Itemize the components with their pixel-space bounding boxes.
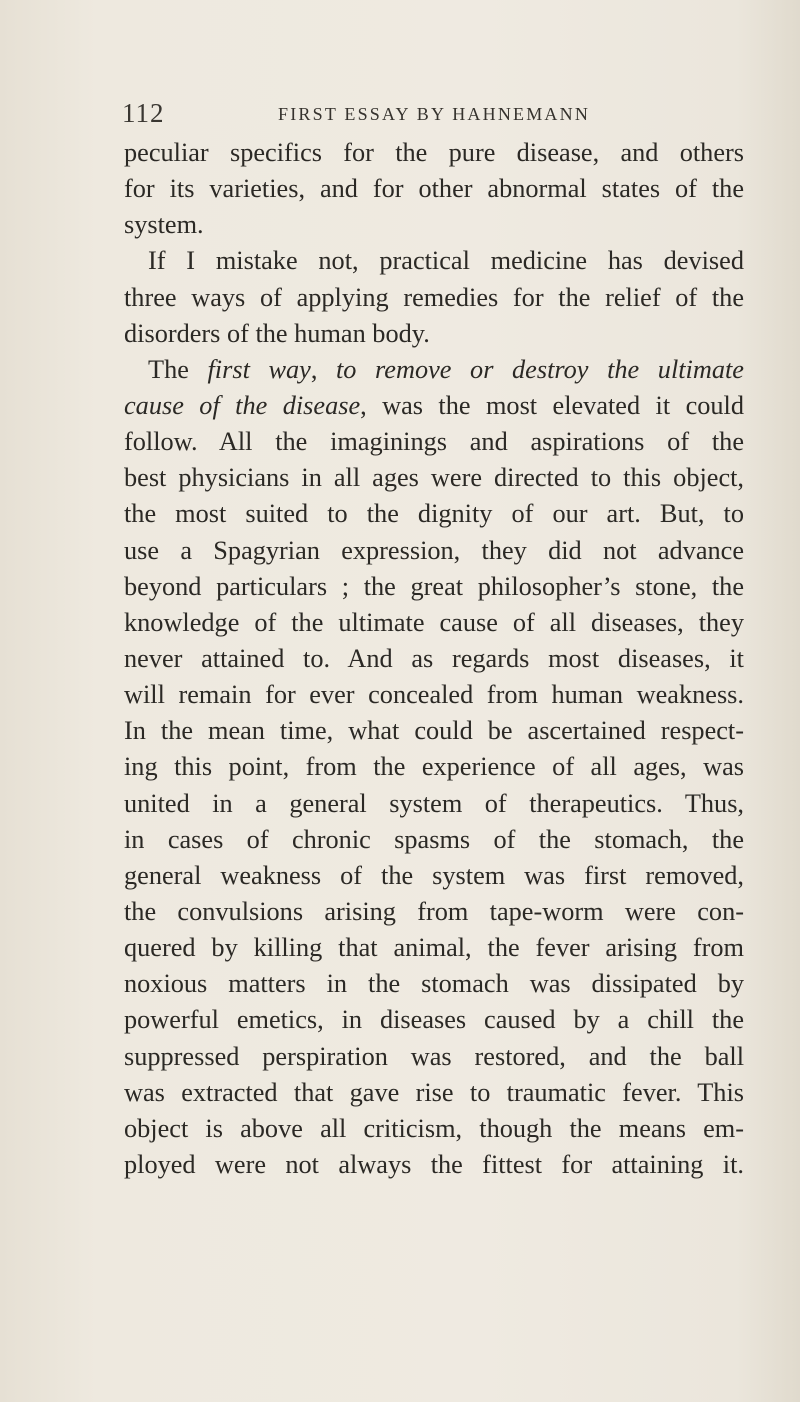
text-run: The bbox=[148, 354, 208, 384]
text-line: object is above all criticism, though the means em- bbox=[124, 1113, 744, 1143]
text-line: quered by killing that animal, the fever arising from bbox=[124, 933, 744, 963]
running-title: FIRST ESSAY BY HAHNEMANN bbox=[278, 104, 591, 124]
text-line: system. bbox=[124, 210, 204, 240]
text-line: general weakness of the system was first removed, bbox=[124, 860, 744, 890]
text-line: In the mean time, what could be ascertained respect- bbox=[124, 716, 744, 746]
text-line: best physicians in all ages were directed to this object, bbox=[124, 463, 744, 493]
text-line bbox=[124, 388, 744, 424]
text-line: use a Spagyrian expression, they did not advance bbox=[124, 535, 744, 565]
text-line: the convulsions arising from tape-worm were con- bbox=[124, 896, 744, 926]
text-run: , was the most elevated it could bbox=[360, 390, 744, 420]
text-line: peculiar specifics for the pure disease, and others bbox=[124, 138, 744, 167]
text-line bbox=[124, 352, 744, 388]
text-line: noxious matters in the stomach was dissipated by bbox=[124, 969, 744, 999]
text-line: in cases of chronic spasms of the stomach, the bbox=[124, 824, 744, 854]
running-head bbox=[122, 98, 742, 138]
text-line: three ways of applying remedies for the relief of the bbox=[124, 282, 744, 312]
text-line: never attained to. And as regards most diseases, it bbox=[124, 643, 744, 673]
text-line: united in a general system of therapeutics. Thus, bbox=[124, 788, 744, 818]
text-line: suppressed perspiration was restored, and the ball bbox=[124, 1041, 744, 1071]
italic-text: cause of the disease bbox=[124, 390, 361, 420]
text-line: ing this point, from the experience of all ages, was bbox=[124, 752, 744, 782]
italic-text: first way bbox=[207, 354, 311, 384]
text-line: will remain for ever concealed from human weakness. bbox=[124, 680, 744, 710]
text-line: for its varieties, and for other abnormal states of the bbox=[124, 174, 744, 204]
text-line: powerful emetics, in diseases caused by a chill the bbox=[124, 1005, 744, 1035]
text-line: ployed were not always the fittest for attaining it. bbox=[124, 1149, 744, 1179]
text-line: follow. All the imaginings and aspirations of the bbox=[124, 427, 744, 457]
text-line: the most suited to the dignity of our art. But, to bbox=[124, 499, 744, 529]
text-line: If I mistake not, practical medicine has devised bbox=[148, 246, 744, 276]
text-line: beyond particulars ; the great philosopher’s stone, the bbox=[124, 571, 744, 601]
text-line: disorders of the human body. bbox=[124, 318, 430, 348]
text-run: , bbox=[310, 354, 336, 384]
text-line: knowledge of the ultimate cause of all diseases, they bbox=[124, 607, 744, 637]
page-number: 112 bbox=[122, 98, 165, 128]
italic-text: to remove or destroy the ultimate bbox=[336, 354, 744, 384]
text-line: was extracted that gave rise to traumatic fever. This bbox=[124, 1077, 744, 1107]
body-text bbox=[124, 135, 744, 1183]
